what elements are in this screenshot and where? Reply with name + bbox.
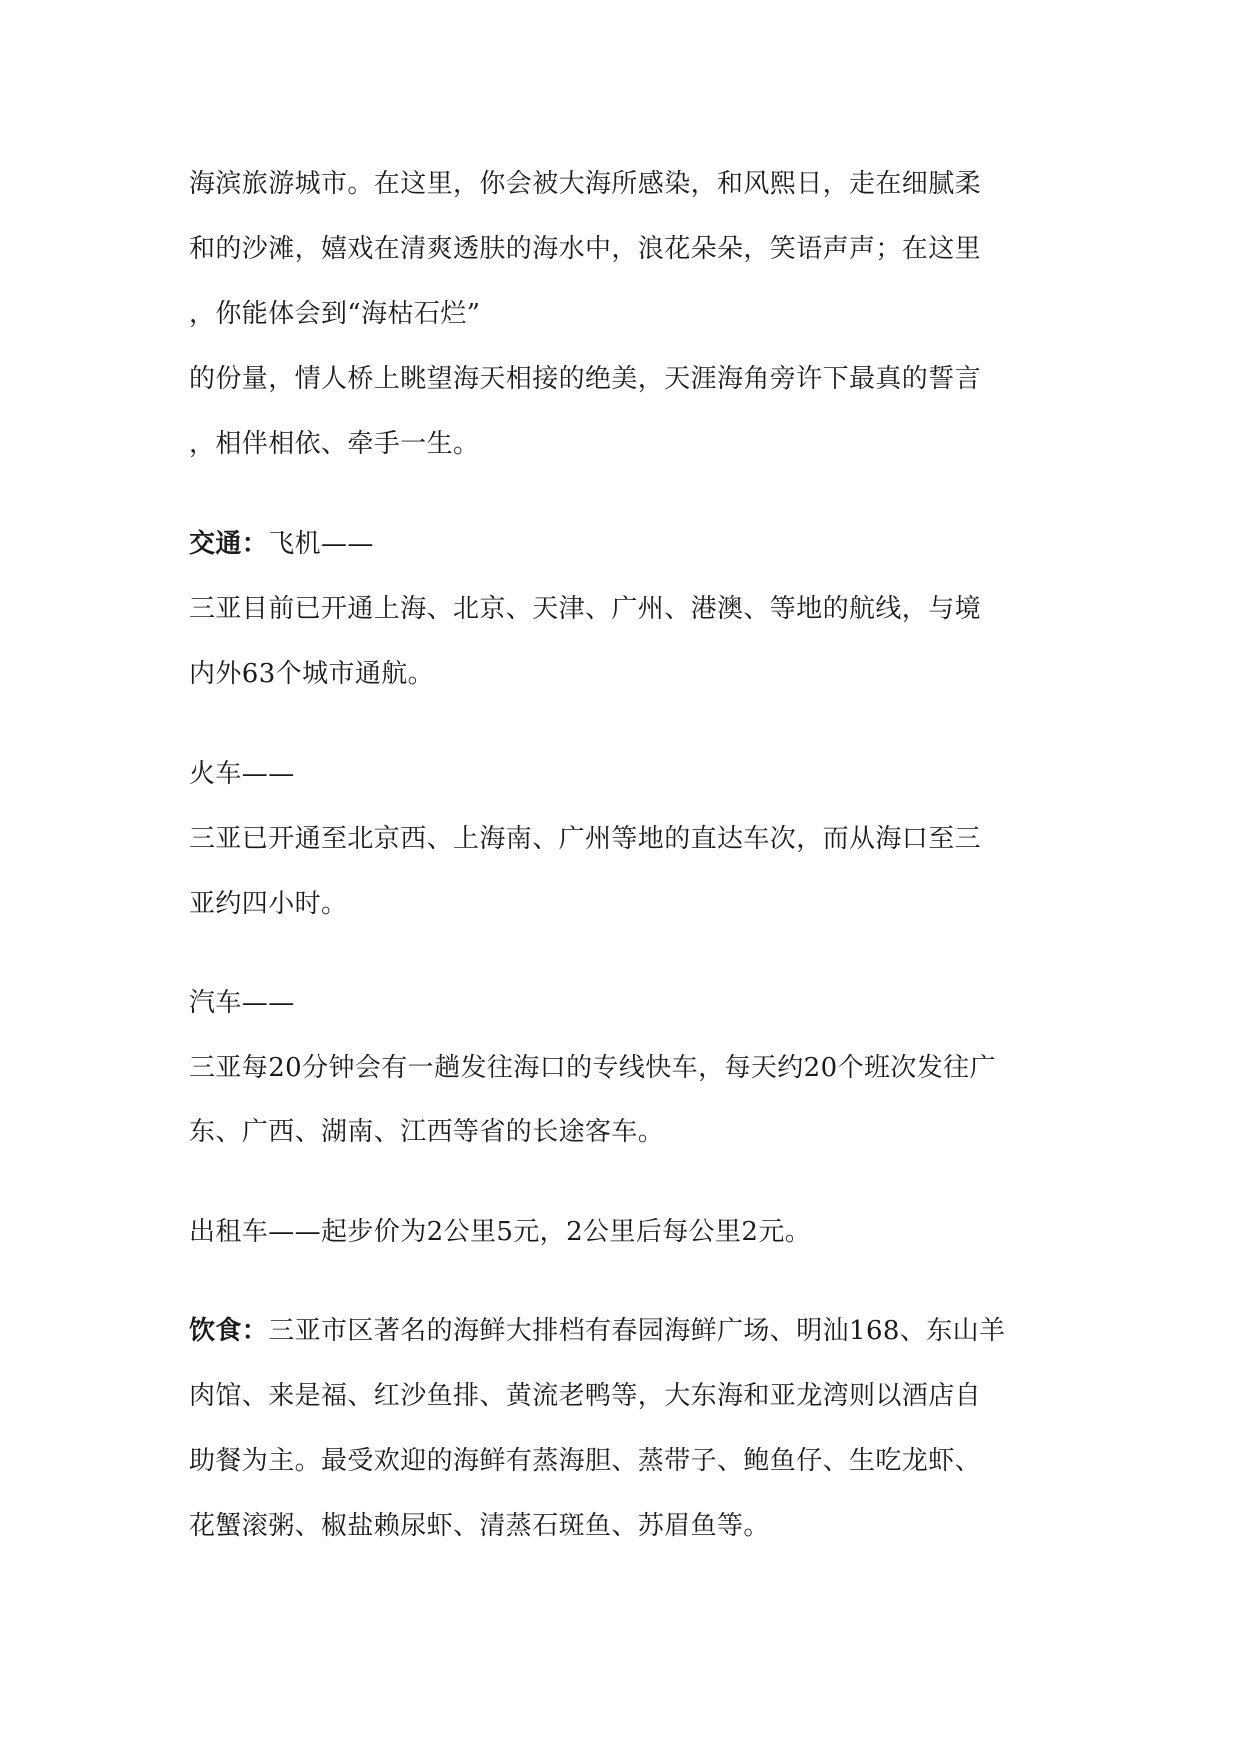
bus-label: 汽车——: [189, 988, 295, 1018]
train-label: 火车——: [189, 759, 295, 789]
intro-line-5: ，相伴相依、牵手一生。: [189, 429, 480, 459]
transport-plane-label: 飞机——: [268, 529, 374, 559]
transport-paragraph: [189, 529, 1069, 559]
bus-line-2: 东、广西、湖南、江西等省的长途客车。: [189, 1117, 665, 1147]
food-line-3: 助餐为主。最受欢迎的海鲜有蒸海胆、蒸带子、鲍鱼仔、生吃龙虾、: [189, 1446, 982, 1476]
taxi-line: 出租车——起步价为2公里5元，2公里后每公里2元。: [189, 1217, 812, 1247]
intro-line-4: 的份量，情人桥上眺望海天相接的绝美，天涯海角旁许下最真的誓言: [189, 364, 982, 394]
transport-heading: 交通：: [189, 529, 269, 559]
food-line-1: 三亚市区著名的海鲜大排档有春园海鲜广场、明汕168、东山羊: [268, 1316, 1006, 1346]
food-line-2: 肉馆、来是福、红沙鱼排、黄流老鸭等，大东海和亚龙湾则以酒店自: [189, 1381, 982, 1411]
food-heading: 饮食：: [189, 1316, 269, 1346]
plane-line-1: 三亚目前已开通上海、北京、天津、广州、港澳、等地的航线，与境: [189, 594, 982, 624]
train-line-1: 三亚已开通至北京西、上海南、广州等地的直达车次，而从海口至三: [189, 824, 982, 854]
bus-line-1: 三亚每20分钟会有一趟发往海口的专线快车，每天约20个班次发往广: [189, 1053, 996, 1083]
train-line-2: 亚约四小时。: [189, 889, 348, 919]
intro-line-2: 和的沙滩，嬉戏在清爽透肤的海水中，浪花朵朵，笑语声声；在这里: [189, 234, 982, 264]
food-line-4: 花蟹滚粥、椒盐赖尿虾、清蒸石斑鱼、苏眉鱼等。: [189, 1511, 770, 1541]
plane-line-2: 内外63个城市通航。: [189, 659, 435, 689]
food-paragraph: [189, 1316, 1069, 1346]
intro-line-3: ，你能体会到“海枯石烂”: [189, 299, 481, 329]
intro-line-1: 海滨旅游城市。在这里，你会被大海所感染，和风熙日，走在细腻柔: [189, 169, 982, 199]
